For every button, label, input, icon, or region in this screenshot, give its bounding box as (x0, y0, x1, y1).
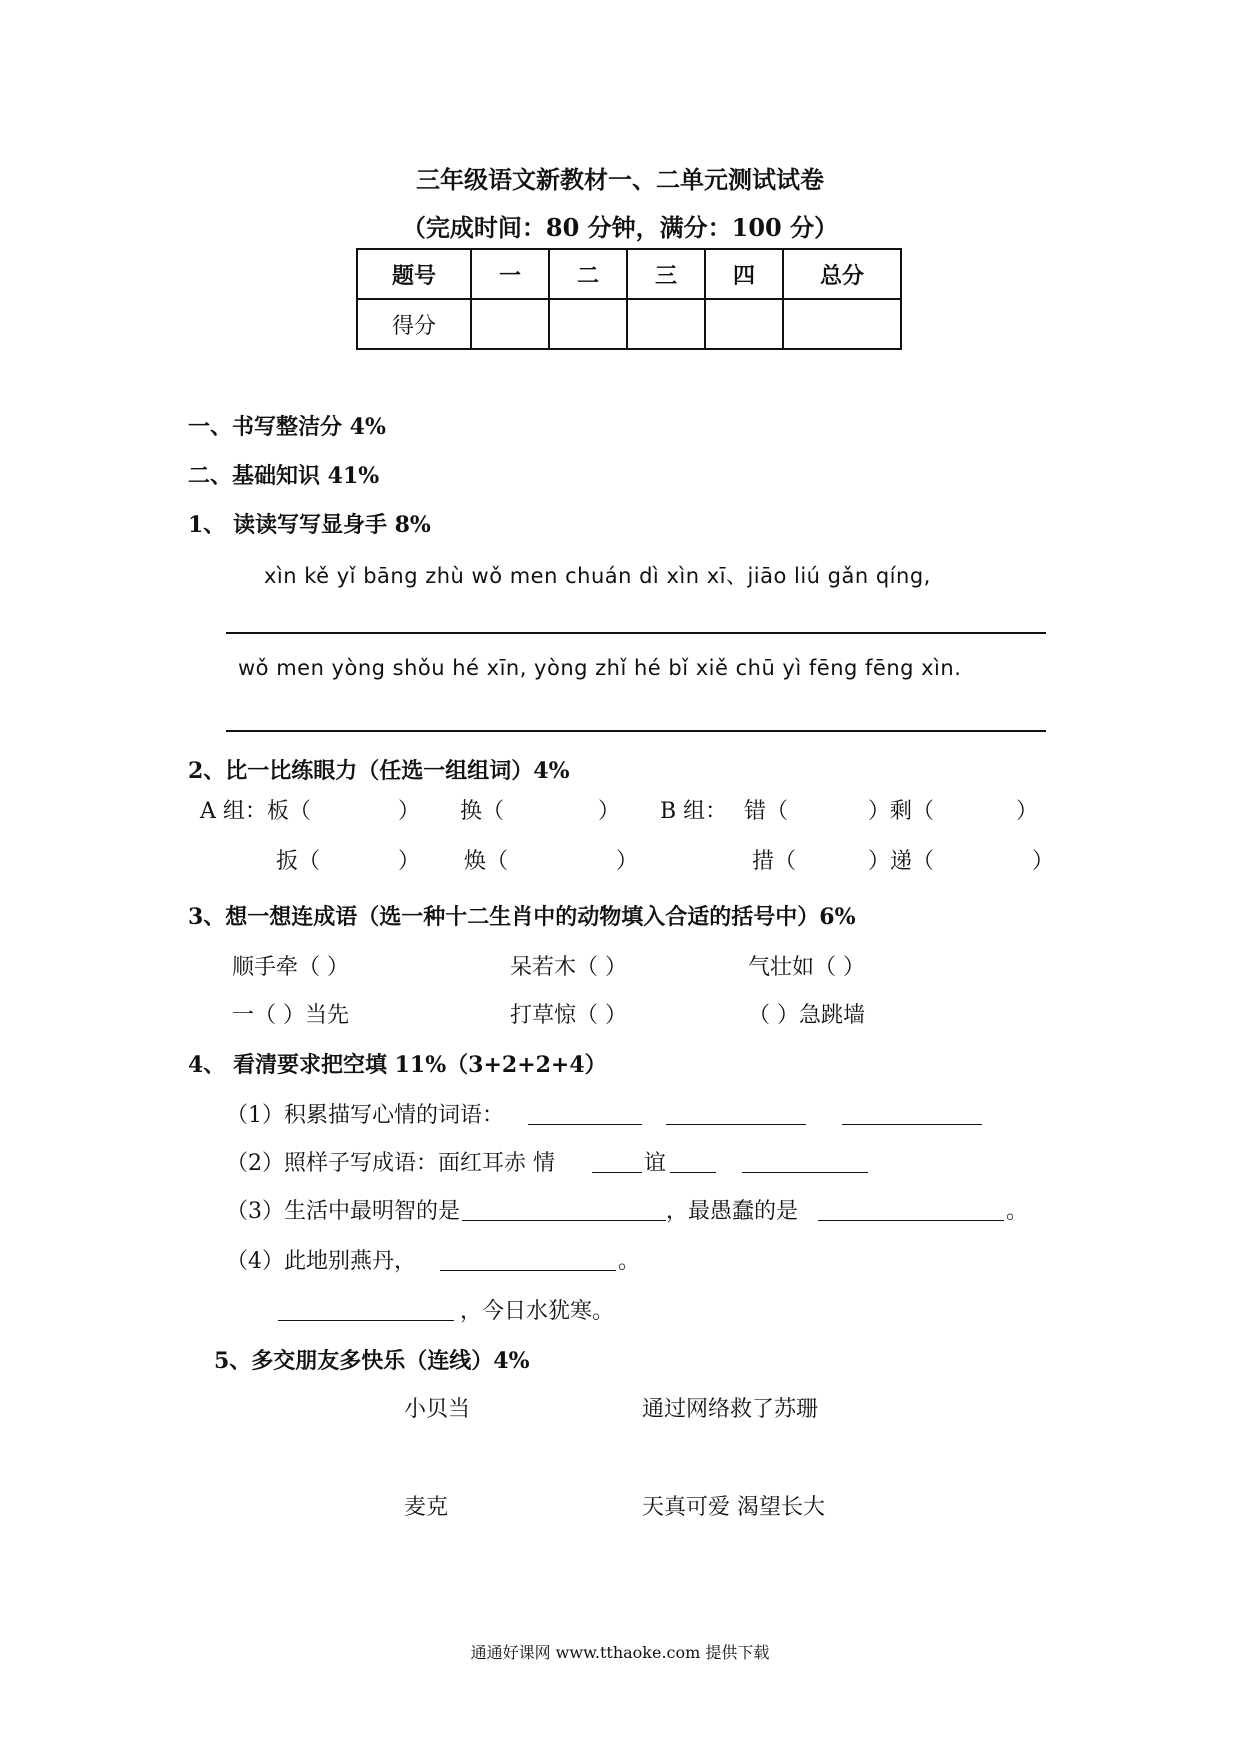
q4-p4-text: （4）此地别燕丹， (226, 1249, 416, 1274)
q5-left-item[interactable]: 小贝当 (404, 1397, 471, 1422)
q1-answer-line-1[interactable] (226, 632, 1046, 634)
q4-p2-blank[interactable] (592, 1172, 642, 1173)
q4-p2-yi: 谊 (644, 1151, 667, 1176)
q3-title: 3、想一想连成语（选一种十二生肖中的动物填入合适的括号中）6% (188, 904, 856, 930)
score-header-cell: 三 (627, 249, 705, 299)
q3-item: 气壮如（ ） (748, 955, 865, 980)
q2-a-ban2: 扳（ (276, 849, 321, 874)
q2-bracket: ） (1032, 849, 1055, 874)
q2-b-label: B 组： (660, 799, 728, 824)
q2-bracket: ） (616, 849, 639, 874)
q3-item: 顺手牵（ ） (232, 955, 349, 980)
q4-p2-blank[interactable] (670, 1172, 716, 1173)
q4-p4-blank[interactable] (440, 1270, 616, 1271)
q4-p4-period: 。 (618, 1249, 641, 1274)
q3-item: （ ）急跳墙 (748, 1003, 865, 1028)
q2-a-huan2: 焕（ (464, 849, 509, 874)
q3-item: 打草惊（ ） (510, 1003, 627, 1028)
q3-item: 呆若木（ ） (510, 955, 627, 980)
score-header-cell: 一 (471, 249, 549, 299)
q1-title: 1、 读读写写显身手 8% (188, 512, 431, 538)
page-footer: 通通好课网 www.tthaoke.com 提供下载 (470, 1643, 770, 1662)
q2-a-ban: A 组：板（ (200, 799, 311, 824)
score-table-score-row (357, 299, 901, 349)
q4-p5-text: ，今日水犹寒。 (460, 1299, 615, 1324)
score-cell[interactable] (627, 299, 705, 349)
q5-right-item[interactable]: 天真可爱 渴望长大 (642, 1495, 825, 1520)
q4-p2-blank[interactable] (742, 1172, 868, 1173)
q4-p1-blank[interactable] (528, 1124, 642, 1125)
q4-title: 4、 看清要求把空填 11%（3+2+2+4） (188, 1052, 607, 1078)
score-cell[interactable] (471, 299, 549, 349)
score-header-cell: 四 (705, 249, 783, 299)
q1-answer-line-2[interactable] (226, 730, 1046, 732)
page-title: 三年级语文新教材一、二单元测试试卷 (416, 165, 824, 194)
q4-p5-blank[interactable] (278, 1320, 454, 1321)
q1-pinyin-line-2: wǒ men yòng shǒu hé xīn, yòng zhǐ hé bǐ xiě chū yì fēng fēng xìn. (238, 656, 962, 680)
score-table (356, 248, 902, 350)
score-table-header-row (357, 249, 901, 299)
section-2-heading: 二、基础知识 41% (188, 463, 380, 489)
score-cell[interactable] (549, 299, 627, 349)
q4-p1-blank[interactable] (842, 1124, 982, 1125)
q4-p3-text2: ，最愚蠢的是 (666, 1199, 799, 1224)
section-1-heading: 一、书写整洁分 4% (188, 414, 386, 440)
q2-bracket: ） (598, 799, 621, 824)
q2-a-huan: 换（ (460, 799, 505, 824)
q2-b-di: ）递（ (868, 849, 935, 874)
q5-left-item[interactable]: 麦克 (404, 1495, 449, 1520)
q3-item: 一（ ）当先 (232, 1003, 349, 1028)
q4-p1-blank[interactable] (666, 1124, 806, 1125)
q2-bracket: ） (398, 799, 421, 824)
score-cell[interactable] (705, 299, 783, 349)
score-header-cell: 二 (549, 249, 627, 299)
q2-b-cuo2: 措（ (752, 849, 797, 874)
score-cell[interactable] (783, 299, 901, 349)
q2-title: 2、比一比练眼力（任选一组组词）4% (188, 758, 570, 784)
score-header-cell: 题号 (357, 249, 471, 299)
page-subtitle: （完成时间：80 分钟，满分：100 分） (401, 213, 839, 242)
q5-title: 5、多交朋友多快乐（连线）4% (214, 1348, 530, 1374)
q2-bracket: ） (398, 849, 421, 874)
score-row-label: 得分 (357, 299, 471, 349)
q4-p3-period: 。 (1006, 1199, 1029, 1224)
q5-right-item[interactable]: 通过网络救了苏珊 (642, 1397, 819, 1422)
score-header-cell: 总分 (783, 249, 901, 299)
q2-b-sheng: ）剩（ (868, 799, 935, 824)
q1-pinyin-line-1: xìn kě yǐ bāng zhù wǒ men chuán dì xìn xī、jiāo liú gǎn qíng, (264, 564, 931, 588)
q2-bracket: ） (1016, 799, 1039, 824)
q4-p1-text: （1）积累描写心情的词语： (226, 1103, 504, 1128)
q4-p3-blank[interactable] (818, 1220, 1004, 1221)
q2-b-cuo: 错（ (744, 799, 789, 824)
q4-p2-text: （2）照样子写成语：面红耳赤 情 (226, 1151, 555, 1176)
q4-p3-blank[interactable] (462, 1220, 666, 1221)
q4-p3-text: （3）生活中最明智的是 (226, 1199, 460, 1224)
